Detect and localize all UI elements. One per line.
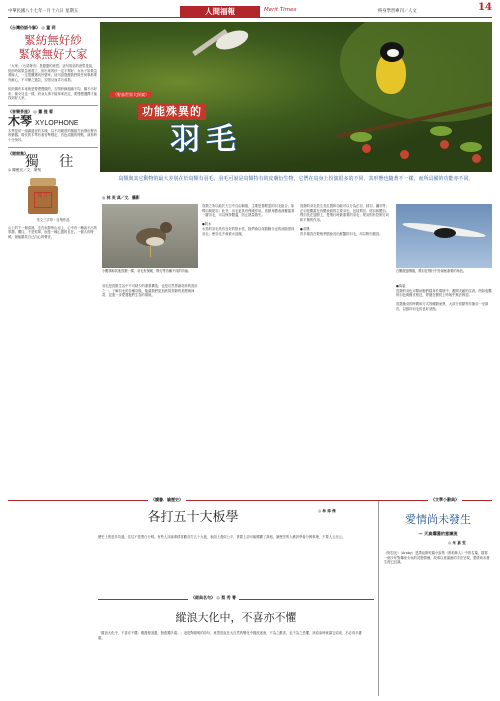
crane-photo xyxy=(396,204,492,268)
berry xyxy=(400,150,409,159)
berry xyxy=(362,144,371,153)
crane-body xyxy=(434,228,456,238)
hero-photo xyxy=(100,22,492,172)
page-number: 14 xyxy=(478,2,492,13)
idle-body: 山上的下一個清晨，走在寂靜的山徑上，心中有一種說不出的寧靜。獨往，不是孤單，而是一種心靈的自在。一個人的時候，最能聽見自己內心的聲音。 xyxy=(8,225,98,239)
series-tag: （野鳥世界大探索） xyxy=(110,92,152,98)
feature-title: 羽毛 xyxy=(170,122,242,157)
newspaper-brand-en: Merit Times xyxy=(264,7,297,13)
literature-subtitle: — 天真爛漫的意識流 xyxy=(418,531,458,536)
classics-body: 「縱浪大化中，不喜亦不懼；應盡便須盡，無復獨多慮。」這是陶淵明的詩句，意思是說在大自然的變化中隨波逐流，不為之歡喜，也不為之恐懼，該結束時就讓它結束，不必再多憂慮。 xyxy=(98,631,362,640)
feature-byline: ◎ 林 英 典／文．攝影 xyxy=(102,195,140,200)
history-title: 各打五十大板學 xyxy=(147,510,239,525)
photo-caption: 小鶺鴒和其他鳥類一樣，羽毛有保暖、飛行等各種不同的功能。 xyxy=(102,269,192,273)
history-body: 歷史上的是非功過，往往不是黑白分明。有些人評論事情喜歡各打五十大板，表面上看似公平，實際上卻可能模糊了真相。讀歷史的人應該學會分辨事理，不要人云亦云。 xyxy=(98,535,346,539)
seal-face: 獨 往 xyxy=(34,192,52,208)
literature-section-label: 《文學小辭典》 xyxy=(428,497,462,502)
newspaper-brand: 人間福報 xyxy=(180,6,260,17)
feature-article xyxy=(100,22,492,498)
photo-caption: 白鶴展翅飛翔，飛羽在飛行中扮演極重要的角色。 xyxy=(396,269,467,273)
bird-head xyxy=(160,222,172,233)
leaf xyxy=(460,142,482,152)
idle-author: ◎ 陳俊光／文．篆刻 xyxy=(8,167,42,172)
music-title-en: XYLOPHONE xyxy=(35,119,79,127)
section-name: 終身學習專刊／人文 xyxy=(378,9,417,14)
column-rule xyxy=(378,501,379,696)
seal-caption: 朱文三字印・自刻作品 xyxy=(36,217,70,222)
classics-section-label: 《經典名句》 ◎ 蔡 秀 菁 xyxy=(188,595,239,600)
music-title xyxy=(8,113,98,128)
history-author: ◎ 林 偉 傑 xyxy=(318,509,336,513)
classics-title: 縱浪大化中，不喜亦不懼 xyxy=(175,611,297,624)
page-header xyxy=(8,2,492,18)
seal-top xyxy=(30,178,56,186)
flying-bird xyxy=(213,27,250,54)
literature-author: ◎ 朱 嘉 雯 xyxy=(448,541,466,545)
lower-band xyxy=(8,497,492,695)
article-column-0: 羽毛是鳥類生活中不可缺少的重要構造，也是自然界最奇妙的設計之一。了解羽毛的各種功能，能讓我們更加欣賞鳥類的美麗與神奇，並進一步愛護牠們生存的環境。 xyxy=(102,284,198,298)
wagtail-photo xyxy=(102,204,198,268)
feature-subtitle: 功能殊異的 xyxy=(138,104,206,120)
article-column-3: ●偽裝 鳥類的羽色可幫助牠們隱身於環境中，避開天敵的注意。例如夜鷹的羽色與樹皮相近，停棲在樹枝上時幾乎無法辨認。 鳥類換羽的時間和方式因種類而異，大部分鳥類每年換羽一至兩次，以維持羽毛的良好狀態。 xyxy=(396,284,492,311)
idle-title: 獨 往 xyxy=(24,153,82,170)
idle-section-label: 《閒窗集》 xyxy=(8,150,28,156)
music-title-zh: 木琴 xyxy=(8,113,33,128)
literature-title: 愛情尚未發生 xyxy=(405,513,471,526)
proverb-title: 緊紡無好紗 緊嫁無好大家 xyxy=(18,33,88,61)
music-body: 木琴是用一組調過音的木塊，以不同硬度的槌敲打而發出聲音的樂器。現代的木琴有著音準穩定、音色清脆的特點，演奏時十分悅耳。 xyxy=(8,128,98,142)
music-section-text: 《音樂茶座》 ◎ 蕭 提 蓉 xyxy=(8,108,54,114)
article-column-2: 鳥類的羽毛依生長位置和功能可以分為正羽、絨羽、纖羽等。正羽是覆蓋在鳥體表面的主要羽毛，包括飛羽、尾羽和體羽。飛羽長在翅膀上，是飛行時最重要的羽毛；尾羽則有控制方向和平衡的作用。 ●求偶 許多雄鳥在繁殖季節會長出鮮豔的羽毛，用以吸引雌鳥。 xyxy=(300,204,390,236)
divider xyxy=(8,105,98,106)
history-section-label: 《讀書．論歷史》 xyxy=(148,497,186,502)
leaf xyxy=(350,132,372,142)
literature-body: 《阿拉比》（Araby）是喬哀斯短篇小說集《都柏林人》中的名篇，描寫一個少年對鄰家女孩的初戀情懷，故事以意識流的手法呈現，愛情尚未發生便已幻滅。 xyxy=(384,551,490,565)
bird-belly xyxy=(146,237,164,246)
bird-leg xyxy=(150,245,151,257)
berry xyxy=(440,140,449,149)
berry xyxy=(472,154,481,163)
proverb-body: 「大家」（台語發音）是婆婆的意思。這句俗話的意思是說，紡紗時如果急著趕工，紡出來的紗一定不夠好；女孩子如果急著嫁人，一定很難選到好婆家。這句話提醒我們做任何事都要有耐心，不可操之過急，否則反而弄巧成拙。 紡紗織布本來就是要慢慢做的，否則紗線粗細不均，織不出好布；嫁女兒也一樣，終身大事不能草率決定，要慢慢選擇才能找到好人家。 xyxy=(8,64,98,101)
divider xyxy=(8,147,98,148)
music-section-label xyxy=(8,109,98,114)
tit-bird-cheek xyxy=(387,49,399,57)
feature-intro: 鳥類與其它動物的最大差別在於鳥類有羽毛，羽毛可說是鳥類特有的皮膚衍生物，它們在鳥身上扮演很多的不同，其形態也隨著不一樣，而所具備的功能亦不同。 xyxy=(118,176,474,182)
seal-stamp-image xyxy=(26,178,60,216)
article-column-1: 鳥類之所以能於天空中自由翱翔，主要是靠輕盈的羽毛組合，如飛羽與尾羽；此外，羽毛更具有保暖作用。鳥類身體表面覆蓋著一層羽毛，可以保持體溫，防止熱量散失。 ●防水 水鳥的羽毛具有良好的防水性，牠們會以尾脂腺分泌的油脂塗抹羽毛，使羽毛不會被水浸濕。 xyxy=(202,204,295,236)
leaf xyxy=(430,126,452,136)
proverb-section-label: 《台灣俗語今解》 ◎ 董 莉 xyxy=(8,25,56,30)
issue-date: 中華民國八十七年一月十六日 星期五 xyxy=(8,9,79,14)
left-column xyxy=(8,22,98,498)
